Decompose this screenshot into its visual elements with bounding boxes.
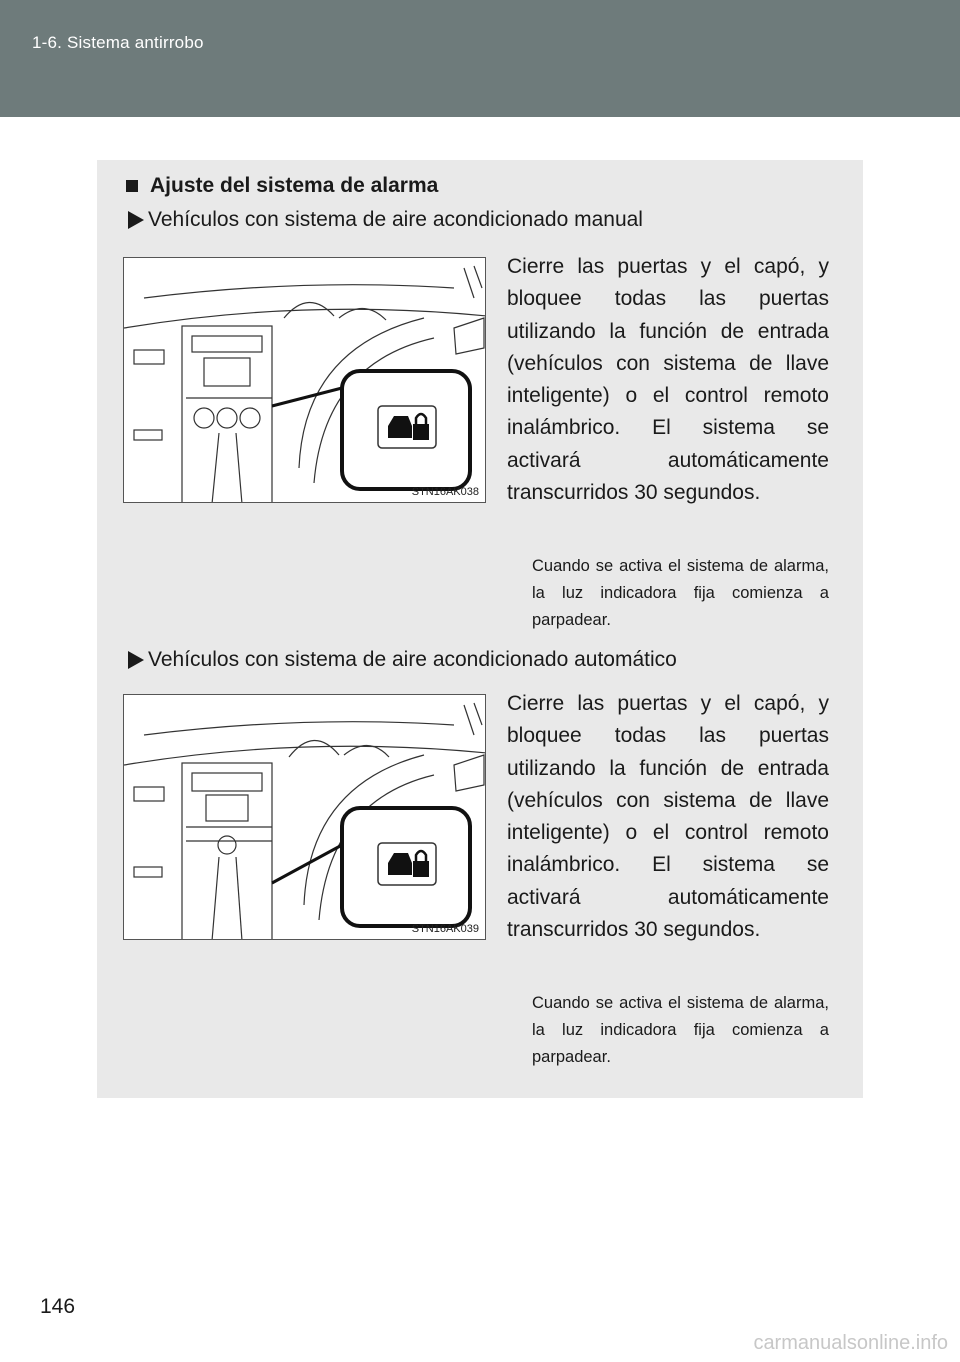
- figure-code: STN16AK039: [411, 923, 479, 935]
- dashboard-illustration-automatic: [123, 694, 486, 940]
- note-manual: Cuando se activa el sistema de alarma, la luz indicadora fija comienza a parpadear.: [532, 557, 829, 629]
- heading-text: Ajuste del sistema de alarma: [150, 174, 439, 197]
- section-heading: [126, 174, 438, 198]
- page-header: [0, 0, 960, 117]
- body-text-automatic: Cierre las puertas y el capó, y bloquee todas las puertas utilizando la función de entrada (vehículos con sistema de llave inteligente) o el control remoto inalámbrico. El sistema se activará automáticamente transcurridos 30 segundos.: [507, 692, 829, 942]
- subheading-automatic: [128, 648, 677, 672]
- subheading-text: Vehículos con sistema de aire acondicionado automático: [148, 648, 677, 671]
- subheading-text: Vehículos con sistema de aire acondicionado manual: [148, 208, 643, 231]
- triangle-bullet-icon: [128, 651, 144, 669]
- triangle-bullet-icon: [128, 211, 144, 229]
- section-title: 1-6. Sistema antirrobo: [32, 33, 204, 52]
- dashboard-drawing: [124, 258, 486, 503]
- square-bullet-icon: [126, 180, 138, 192]
- body-text-manual: Cierre las puertas y el capó, y bloquee todas las puertas utilizando la función de entrada (vehículos con sistema de llave inteligente) o el control remoto inalámbrico. El sistema se activará automáticamente transcurridos 30 segundos.: [507, 255, 829, 505]
- note-automatic: Cuando se activa el sistema de alarma, la luz indicadora fija comienza a parpadear.: [532, 994, 829, 1066]
- figure-code: STN16AK038: [411, 486, 479, 498]
- dashboard-illustration-manual: [123, 257, 486, 503]
- subheading-manual: [128, 208, 643, 232]
- watermark: carmanualsonline.info: [753, 1332, 948, 1354]
- page-number: 146: [40, 1295, 76, 1318]
- dashboard-drawing: [124, 695, 486, 940]
